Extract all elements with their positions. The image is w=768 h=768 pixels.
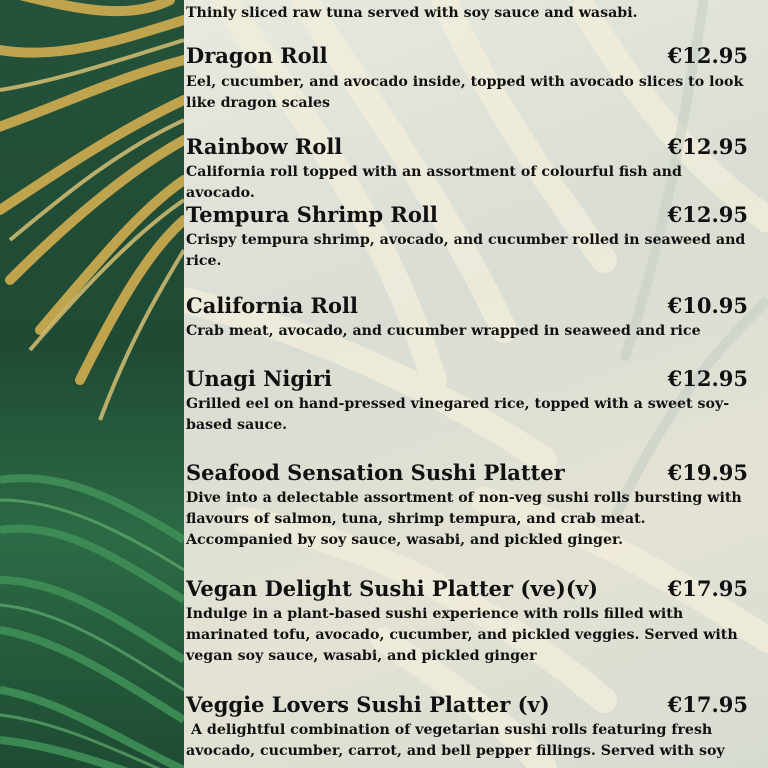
item-price: €19.95	[667, 460, 748, 485]
item-description: A delightful combination of vegetarian sushi rolls featuring fresh avocado, cucumber, carrot, and bell pepper fillings. Served with soy	[186, 722, 725, 759]
palm-leaf-background	[0, 0, 184, 768]
menu-item-header	[186, 460, 752, 488]
item-name: Seafood Sensation Sushi Platter	[186, 460, 565, 485]
item-name: California Roll	[186, 293, 358, 318]
item-price: €12.95	[667, 366, 748, 391]
item-name: Rainbow Roll	[186, 134, 343, 159]
menu-item-header	[186, 43, 752, 71]
item-price: €12.95	[667, 43, 748, 68]
item-price: €12.95	[667, 202, 748, 227]
item-name: Vegan Delight Sushi Platter (ve)(v)	[186, 576, 598, 601]
menu-item-header	[186, 202, 752, 230]
item-name: Veggie Lovers Sushi Platter (v)	[186, 692, 550, 717]
item-description: Indulge in a plant-based sushi experience with rolls filled with marinated tofu, avocado, cucumber, and pickled veggies. Served with vegan soy sauce, wasabi, and pickled ginger	[186, 606, 738, 664]
item-price: €12.95	[667, 134, 748, 159]
item-price: €10.95	[667, 293, 748, 318]
item-description: Crab meat, avocado, and cucumber wrapped in seaweed and rice	[186, 323, 701, 339]
menu-item-header	[186, 366, 752, 394]
item-description: Eel, cucumber, and avocado inside, topped with avocado slices to look like dragon scales	[186, 74, 744, 111]
menu-list	[186, 0, 752, 768]
item-name: Unagi Nigiri	[186, 366, 333, 391]
item-description: California roll topped with an assortment of colourful fish and avocado.	[186, 164, 682, 201]
item-name: Tempura Shrimp Roll	[186, 202, 438, 227]
item-description: Thinly sliced raw tuna served with soy sauce and wasabi.	[186, 5, 638, 21]
item-name: Dragon Roll	[186, 43, 328, 68]
item-price: €17.95	[667, 576, 748, 601]
menu-item-header	[186, 576, 752, 604]
item-description: Crispy tempura shrimp, avocado, and cucumber rolled in seaweed and rice.	[186, 232, 746, 269]
item-price: €17.95	[667, 692, 748, 717]
palm-leaf-illustration	[0, 0, 184, 768]
menu-item-header	[186, 134, 752, 162]
item-description: Dive into a delectable assortment of non-veg sushi rolls bursting with flavours of salmon, tuna, shrimp tempura, and crab meat. Accompanied by soy sauce, wasabi, and pickled ginger.	[186, 490, 742, 548]
menu-item-header	[186, 692, 752, 720]
menu-item-header	[186, 293, 752, 321]
item-description: Grilled eel on hand-pressed vinegared rice, topped with a sweet soy-based sauce.	[186, 396, 730, 433]
